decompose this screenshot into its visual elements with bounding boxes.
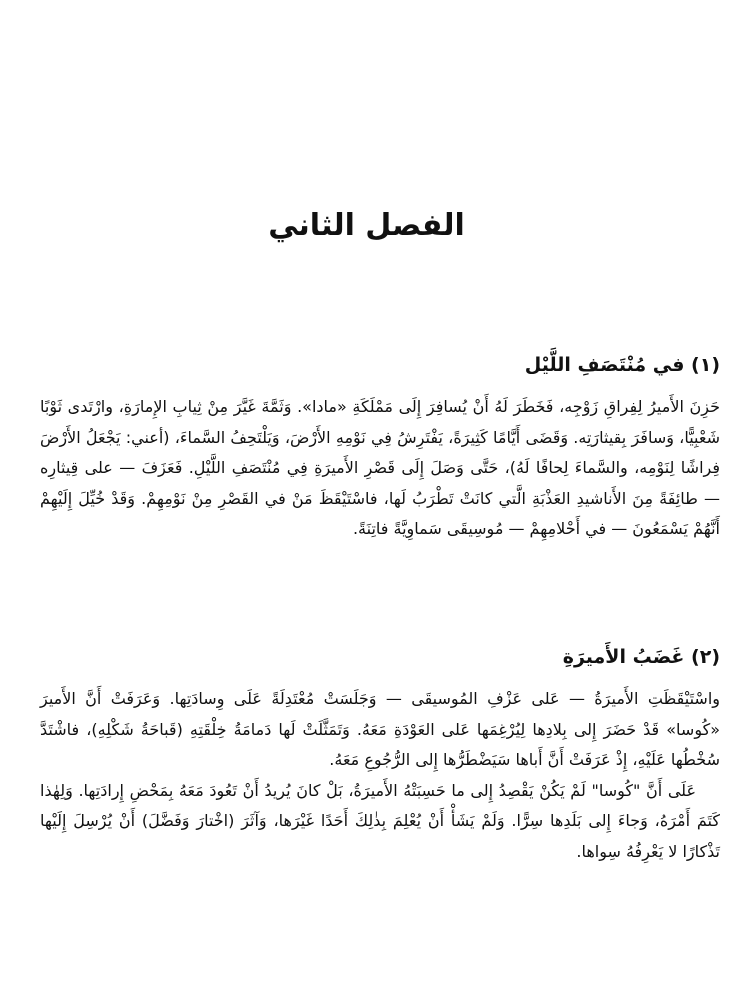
section-paragraph: واسْتَيْقَظَتِ الأَميرَةُ — عَلى عَزْفِ المُوسيقَى — وَجَلَسَتْ مُعْتَدِلَةً عَلَى وِسادَتِها. وَعَرَفَتْ أَنَّ الأَميرَ «كُوسا» قَدْ حَضَرَ إِلى بِلادِها لِيُرْغِمَها عَلى العَوْدَةِ مَعَهُ. وَتَمَثَّلَتْ لَها دَمامَةُ خِلْقَتِهِ (قَباحَةُ شَكْلِهِ)، فاشْتَدَّ سُخْطُها عَلَيْهِ، إِذْ عَرَفَتْ أَنَّ أَباها سَيَضْطَرُّها إِلى الرُّجُوعِ مَعَهُ. [40, 689, 720, 769]
section-paragraph: عَلَى أَنَّ "كُوسا" لَمْ يَكُنْ يَقْصِدُ إِلى ما حَسِبَتْهُ الأَميرَةُ، بَلْ كانَ يُريدُ أَنْ تَعُودَ مَعَهُ بِمَحْضِ إِرادَتِها. وَلِهٰذا كَتَمَ أَمْرَهُ، وَجاءَ إِلى بَلَدِها سِرًّا. وَلَمْ يَشَأْ أَنْ يُعْلِمَ بِذٰلِكَ أَحَدًا غَيْرَها، وَآثَرَ (اخْتارَ وَفَضَّلَ) أَنْ يُرْسِلَ إِلَيْها تَذْكارًا لا يَعْرِفُهُ سِواها. [40, 780, 720, 861]
section-paragraph: حَزِنَ الأَميرُ لِفِراقِ زَوْجِه، فَخَطَرَ لَهُ أَنْ يُسافِرَ إِلَى مَمْلَكَةِ «مادا». وَثَمَّةَ غَيَّرَ مِنْ ثِيابِ الإِمارَةِ، وارْتَدى ثَوْبًا شَعْبِيًّا، وَسافَرَ بِقيثارَتِه. وَقَضَى أَيَّامًا كَثِيرَةً، يَفْتَرِشُ فِي نَوْمِهِ الأَرْضَ، وَيَلْتَحِفُ السَّماءَ، (أعني: يَجْعَلُ الأَرْضَ فِراشًا لِنَوْمِه، والسَّماءَ لِحافًا لَهُ)، حَتَّى وَصَلَ إِلَى قَصْرِ الأَميرَةِ فِي مُنْتَصَفِ اللَّيْلِ. فَعَزَفَ — على قِيثارِه — طائِفَةً مِنَ الأَناشيدِ العَذْبَةِ الَّتي كانَتْ تَطْرَبُ لَها، فاسْتَيْقَظَ مَنْ في القَصْرِ مِنْ نَوْمِهِمْ. وَقَدْ خُيِّلَ إِلَيْهِمْ أَنَّهُمْ يَسْمَعُونَ — في أَحْلامِهِمْ — مُوسِيقَى سَماوِيَّةً فاتِنَةً. [40, 397, 720, 538]
section-heading: (٢) غَضَبُ الأَميرَةِ [562, 646, 720, 668]
section-midnight [40, 348, 720, 545]
section-princess-anger [40, 640, 720, 867]
section-heading: (١) في مُنْتَصَفِ اللَّيْل [524, 354, 720, 376]
chapter-title: الفصل الثاني [268, 208, 465, 243]
